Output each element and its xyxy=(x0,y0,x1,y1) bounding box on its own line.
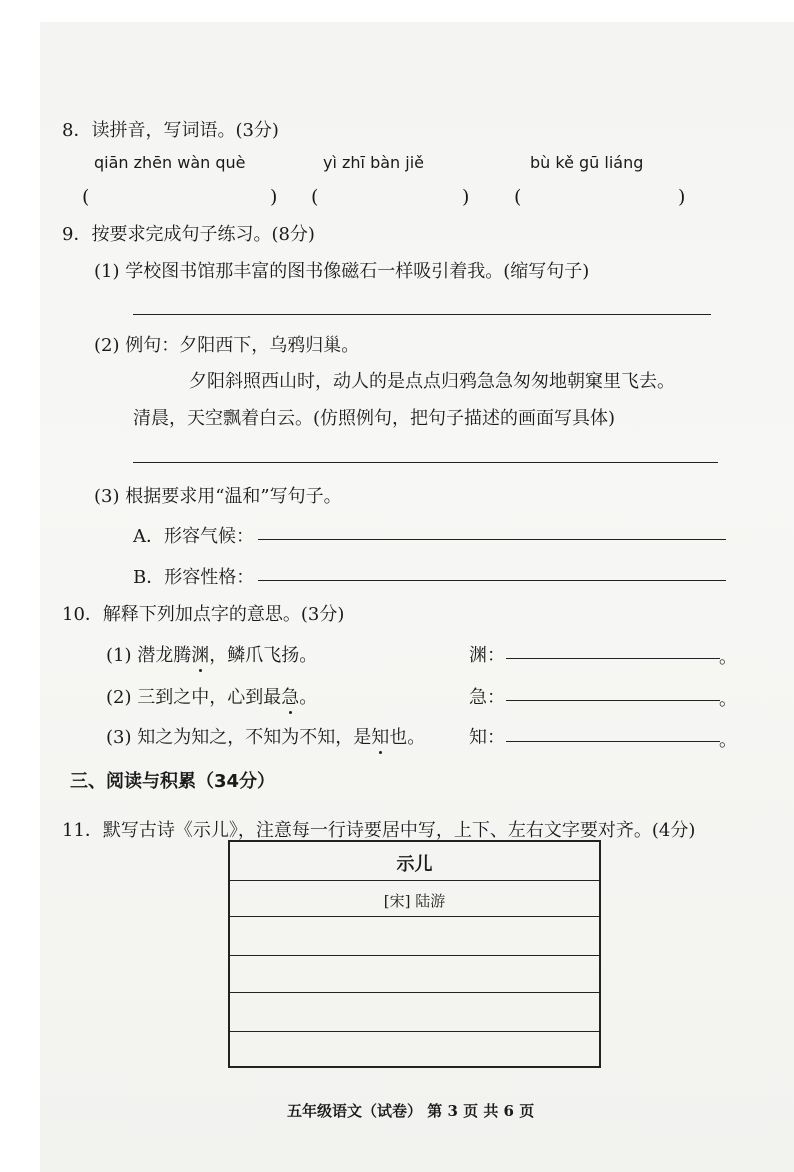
q10-item2-dotted-char: 急 xyxy=(281,687,300,708)
q10-item2-after: 。 xyxy=(299,687,318,708)
q10-item2-char: 急： xyxy=(469,687,505,708)
q10-item2-before: (2) 三到之中，心到最 xyxy=(106,687,282,708)
q10-item3-char: 知： xyxy=(469,727,505,748)
poem-title: 示儿 xyxy=(396,854,433,875)
q10-item3-after: 也。 xyxy=(389,727,426,748)
q8-answer-2-open: ( xyxy=(311,186,319,208)
q9-part2-expanded: 夕阳斜照西山时，动人的是点点归鸦急急匆匆地朝窠里飞去。 xyxy=(189,371,675,392)
q10-item1-period: 。 xyxy=(719,647,737,668)
q9-title: 9．按要求完成句子练习。(8分) xyxy=(62,224,315,245)
q10-item3 xyxy=(106,723,425,749)
poem-answer-row-4[interactable] xyxy=(230,1031,599,1032)
poem-answer-row-1[interactable] xyxy=(230,916,599,917)
q10-title: 10．解释下列加点字的意思。(3分) xyxy=(62,604,345,625)
poem-answer-row-2[interactable] xyxy=(230,955,599,956)
q10-item2 xyxy=(106,683,317,709)
q9-part3-b-answer-line[interactable] xyxy=(258,580,726,581)
q10-item1 xyxy=(106,641,317,667)
q11-title: 11．默写古诗《示儿》，注意每一行诗要居中写，上下、左右文字要对齐。(4分) xyxy=(62,820,696,841)
q8-answer-3-open: ( xyxy=(514,186,522,208)
q8-title: 8．读拼音，写词语。(3分) xyxy=(62,120,279,141)
q9-part2-example: (2) 例句：夕阳西下，乌鸦归巢。 xyxy=(94,335,360,356)
q9-part1-answer-line[interactable] xyxy=(133,314,711,315)
q9-part2-prompt: 清晨，天空飘着白云。(仿照例句，把句子描述的画面写具体) xyxy=(133,408,616,429)
q10-item3-dotted-char: 知 xyxy=(371,727,390,748)
q9-part1: (1) 学校图书馆那丰富的图书像磁石一样吸引着我。(缩写句子) xyxy=(94,261,590,282)
q10-item1-char: 渊： xyxy=(469,645,505,666)
q8-pinyin-3: bù kě gū liáng xyxy=(530,153,644,172)
q8-pinyin-2: yì zhī bàn jiě xyxy=(323,153,424,172)
q9-part3-b-label: B．形容性格： xyxy=(133,567,255,588)
poem-row-divider xyxy=(230,880,599,881)
q10-item1-before: (1) 潜龙腾 xyxy=(106,645,192,666)
section-3-heading: 三、阅读与积累（34分） xyxy=(70,771,276,792)
q8-answer-3-close: ) xyxy=(678,186,686,208)
q8-answer-1-close: ) xyxy=(270,186,278,208)
q10-item2-period: 。 xyxy=(719,689,737,710)
q9-part3-a-answer-line[interactable] xyxy=(258,539,726,540)
q10-item3-period: 。 xyxy=(719,730,737,751)
q9-part2-answer-line[interactable] xyxy=(133,462,718,463)
q10-item3-answer-line[interactable] xyxy=(506,741,720,742)
q10-item3-before: (3) 知之为知之，不知为不知，是 xyxy=(106,727,372,748)
poem-answer-row-3[interactable] xyxy=(230,992,599,993)
q9-part3: (3) 根据要求用“温和”写句子。 xyxy=(94,486,342,507)
q10-item2-answer-line[interactable] xyxy=(506,700,720,701)
q8-answer-2-close: ) xyxy=(462,186,470,208)
page-footer: 五年级语文（试卷） 第 3 页 共 6 页 xyxy=(287,1102,535,1120)
poem-box xyxy=(228,840,601,1068)
q8-pinyin-1: qiān zhēn wàn què xyxy=(94,153,246,172)
q10-item1-after: ，鳞爪飞扬。 xyxy=(209,645,318,666)
q10-item1-dotted-char: 渊 xyxy=(191,645,210,666)
q9-part3-a-label: A．形容气候： xyxy=(133,526,254,547)
q10-item1-answer-line[interactable] xyxy=(506,658,720,659)
q8-answer-1-open: ( xyxy=(82,186,90,208)
poem-author: [宋] 陆游 xyxy=(383,892,446,910)
